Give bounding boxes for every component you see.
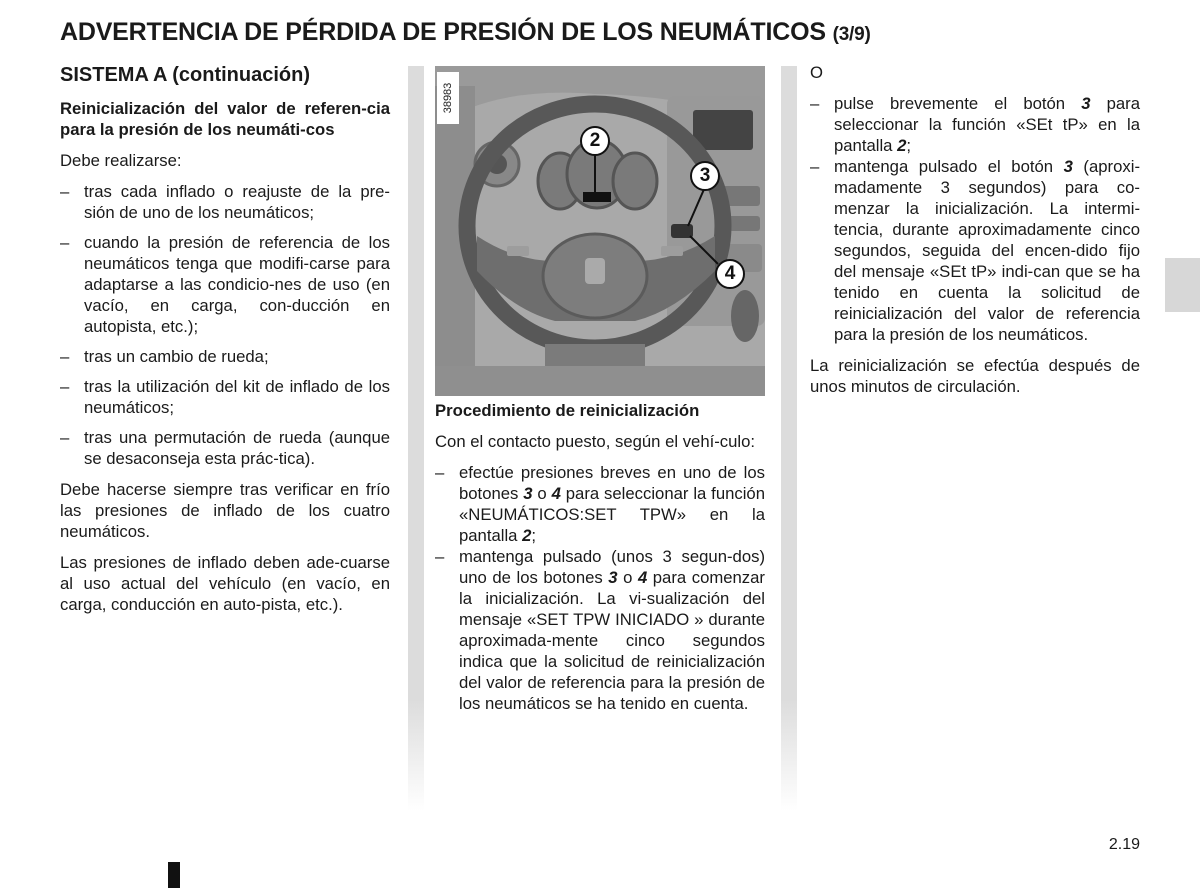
paragraph-verify-cold: Debe hacerse siempre tras verificar en frío las presiones de inflado de los cuatro neumáticos.	[60, 480, 390, 541]
section-title: SISTEMA A (continuación)	[60, 64, 310, 86]
middle-column	[435, 400, 765, 724]
procedure-heading: Procedimiento de reinicialización	[435, 401, 700, 420]
text-run: o	[617, 568, 638, 587]
callout-4: 4	[715, 259, 745, 289]
text-run: mantenga pulsado el botón	[834, 157, 1064, 176]
text-run: ;	[531, 526, 537, 545]
figure-number-text: 38983	[442, 82, 454, 114]
text-run: (aproxi-madamente 3 segundos) para co-menzar la inicialización. La intermi-tencia, durante aproximadamente cinco segundos, seguida del encen-dido fijo del mensaje «SEt tP» indi-can que se ha tenido en cuenta la solicitud de reinicialización del valor de referencia para la presión de los neumáticos.	[834, 157, 1140, 344]
button-ref: 3	[608, 568, 618, 587]
or-text: O	[810, 63, 823, 82]
display-ref: 2	[522, 526, 532, 545]
page-title	[60, 18, 871, 47]
column-divider	[781, 66, 797, 811]
left-column	[60, 62, 390, 625]
subheading-reset-reference: Reinicialización del valor de referen-cia para la presión de los neumáti-cos	[60, 99, 390, 139]
page-title-text: ADVERTENCIA DE PÉRDIDA DE PRESIÓN DE LOS NEUMÁTICOS	[60, 18, 826, 46]
page-number: 2.19	[1108, 836, 1140, 853]
crop-mark	[168, 862, 180, 888]
button-ref: 3	[523, 484, 533, 503]
steering-wheel-drawing	[435, 66, 765, 396]
text-run: o	[532, 484, 552, 503]
list-item	[435, 462, 765, 546]
list-item	[810, 93, 1140, 156]
text-run: efectúe presiones breves en uno de los botones	[459, 463, 765, 503]
list-item: – cuando la presión de referencia de los neumáticos tenga que modifi-carse para adaptarse a las condicio-nes de uso (en vacío, en carga, con-ducción en autopista, etc.);	[60, 232, 390, 337]
intro-text: Debe realizarse:	[60, 151, 182, 170]
button-ref: 3	[1063, 157, 1073, 176]
callout-2: 2	[580, 126, 610, 156]
column-divider	[408, 66, 424, 811]
text-run: para seleccionar la función «SEt tP» en la pantalla	[834, 94, 1140, 155]
alternative-procedure-list	[810, 93, 1140, 345]
figure-number	[437, 72, 459, 124]
procedure-intro: Con el contacto puesto, según el vehí-culo:	[435, 432, 756, 451]
list-item: – tras un cambio de rueda;	[60, 346, 390, 367]
text-run: ;	[906, 136, 912, 155]
list-item	[810, 156, 1140, 345]
dashboard-illustration	[435, 66, 765, 396]
conditions-list	[60, 181, 390, 469]
list-item: – tras una permutación de rueda (aunque se desaconseja esta prác-tica).	[60, 427, 390, 469]
list-item: – tras cada inflado o reajuste de la pre-sión de uno de los neumáticos;	[60, 181, 390, 223]
text-run: para seleccionar la función «NEUMÁTICOS:SET TPW» en la pantalla	[459, 484, 765, 545]
button-ref: 4	[637, 568, 648, 587]
text-run: para comenzar la inicialización. La vi-sualización del mensaje «SET TPW INICIADO » durante aproximada-mente cinco segundos indica que la solicitud de reinicialización del valor de referencia para la presión de los neumáticos se ha tenido en cuenta.	[459, 568, 765, 713]
paragraph-reset-after-driving: La reinicialización se efectúa después de unos minutos de circulación.	[810, 356, 1140, 396]
button-ref: 4	[551, 484, 561, 503]
text-run: pulse brevemente el botón	[834, 94, 1082, 113]
text-run: mantenga pulsado (unos 3 segun-dos) uno de los botones	[459, 547, 765, 587]
list-item	[435, 546, 765, 714]
button-ref: 3	[1081, 94, 1091, 113]
right-column	[810, 62, 1140, 407]
list-item: – tras la utilización del kit de inflado de los neumáticos;	[60, 376, 390, 418]
paragraph-pressures: Las presiones de inflado deben ade-cuarse al uso actual del vehículo (en vacío, en carga, conducción en auto-pista, etc.).	[60, 553, 390, 614]
page-title-suffix: (3/9)	[832, 24, 871, 45]
section-tab-marker	[1165, 258, 1200, 312]
procedure-list	[435, 462, 765, 714]
callout-3: 3	[690, 161, 720, 191]
display-ref: 2	[897, 136, 907, 155]
